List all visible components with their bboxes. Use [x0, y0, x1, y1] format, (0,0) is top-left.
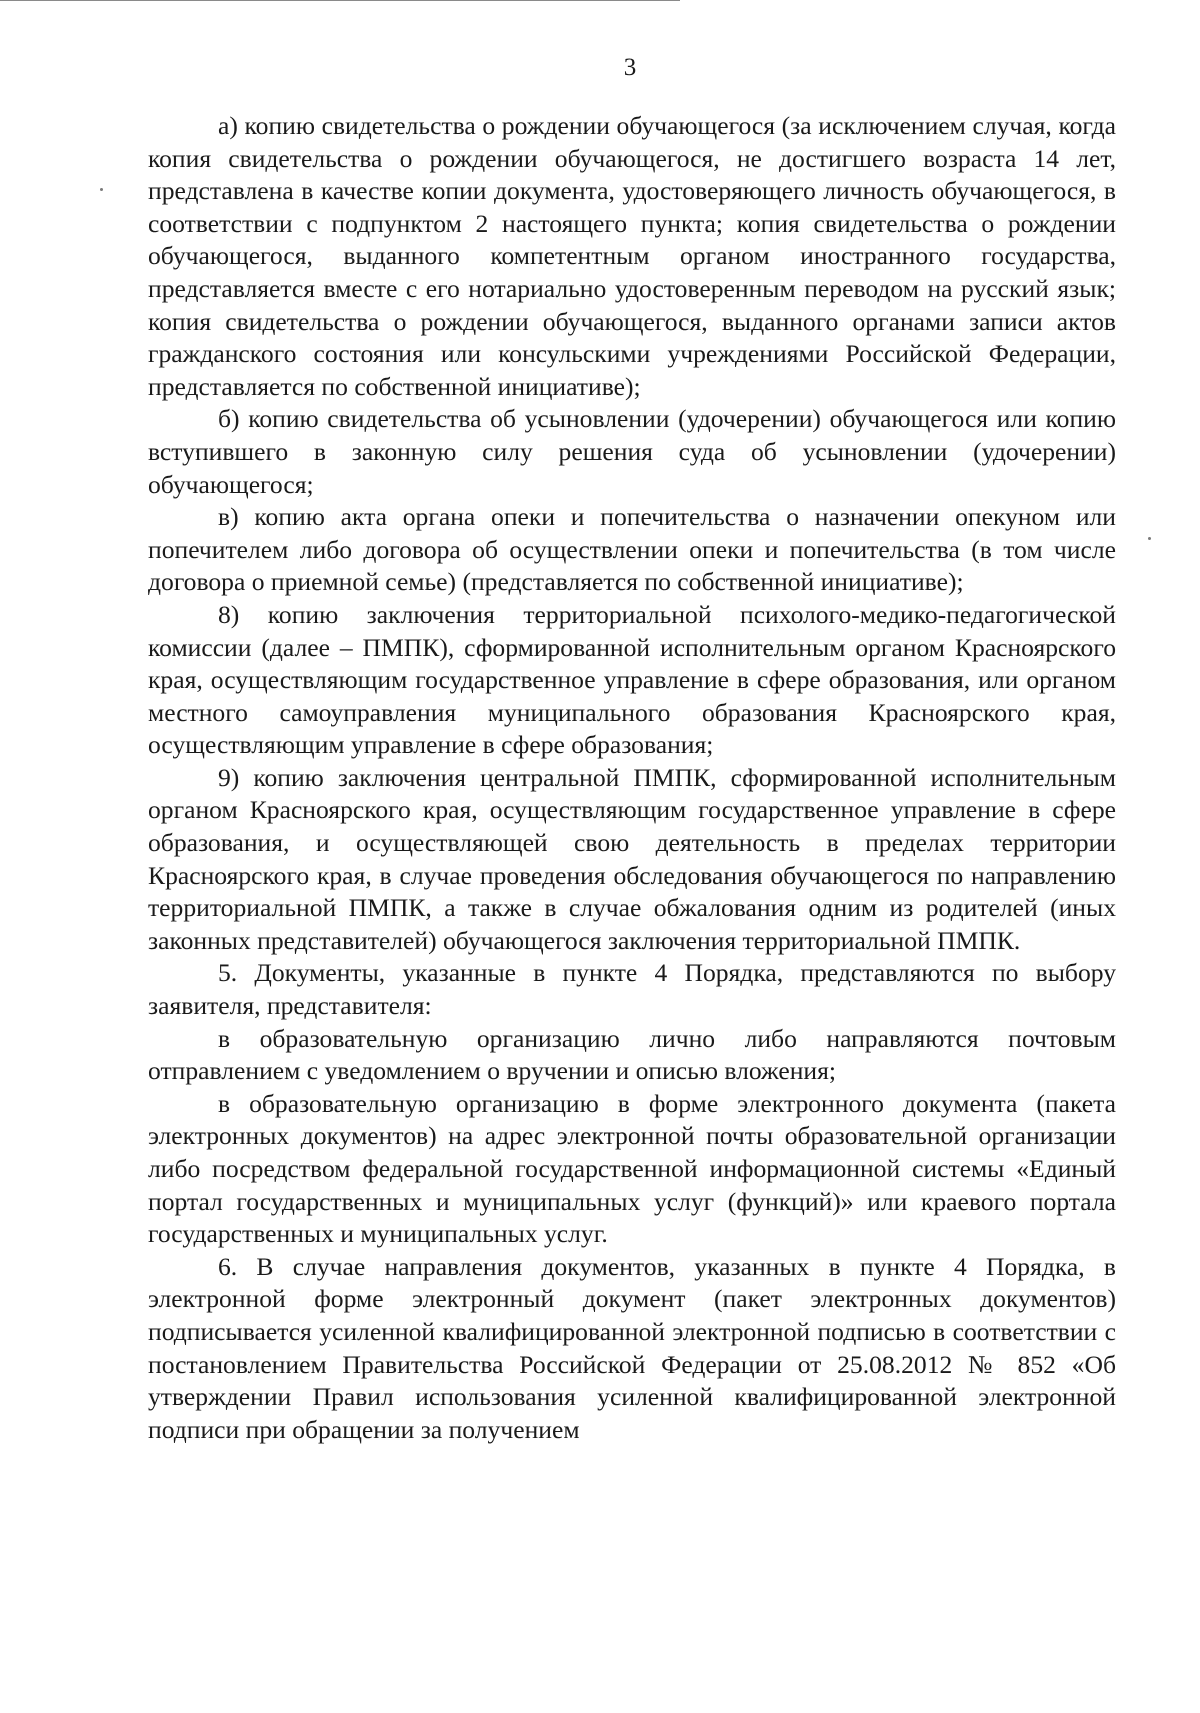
- scan-speck: [1148, 537, 1151, 540]
- paragraph-v-guardianship-act: в) копию акта органа опеки и попечительства о назначении опекуном или попечителем либо договора об осуществлении опеки и попечительства (в том числе договора о приемной семье) (представляется по собственной инициативе);: [148, 502, 1116, 597]
- scan-edge-line: [0, 0, 680, 1]
- clause-5-electronic: в образовательную организацию в форме электронного документа (пакета электронных документов) на адрес электронной почты образовательной организации либо посредством федеральной государственной информационной системы «Единый портал государственных и муниципальных услуг (функций)» или краевого портала государственных и муниципальных услуг.: [148, 1088, 1116, 1249]
- page-number: 3: [623, 54, 637, 81]
- paragraph-b-adoption-certificate: б) копию свидетельства об усыновлении (удочерении) обучающегося или копию вступившего в законную силу решения суда об усыновлении (удочерении) обучающегося;: [148, 404, 1116, 499]
- paragraph-a-birth-certificate: а) копию свидетельства о рождении обучающегося (за исключением случая, когда копия свидетельства о рождении обучающегося, не достигшего возраста 14 лет, представлена в качестве копии документа, удостоверяющего личность обучающегося, в соответствии с подпунктом 2 настоящего пункта; копия свидетельства о рождении обучающегося, выданного компетентным органом иностранного государства, представляется вместе с его нотариально удостоверенным переводом на русский язык; копия свидетельства о рождении обучающегося, выданного органами записи актов гражданского состояния или консульскими учреждениями Российской Федерации, представляется по собственной инициативе);: [148, 111, 1116, 401]
- paragraph-8-territorial-pmpk: 8) копию заключения территориальной психолого-медико-педагогической комиссии (далее – ПМПК), сформированной исполнительным органом Красноярского края, осуществляющим государственное управление в сфере образования, или органом местного самоуправления муниципального образования Красноярского края, осуществляющим управление в сфере образования;: [148, 599, 1116, 760]
- document-body: [148, 110, 1116, 1446]
- clause-5-in-person-or-mail: в образовательную организацию лично либо направляются почтовым отправлением с уведомлением о вручении и описью вложения;: [148, 1023, 1116, 1086]
- paragraph-9-central-pmpk: 9) копию заключения центральной ПМПК, сформированной исполнительным органом Красноярского края, осуществляющим государственное управление в сфере образования, и осуществляющей свою деятельность в пределах территории Красноярского края, в случае проведения обследования обучающегося по направлению территориальной ПМПК, а также в случае обжалования одним из родителей (иных законных представителей) обучающегося заключения территориальной ПМПК.: [148, 762, 1116, 955]
- clause-6-electronic-signature: 6. В случае направления документов, указанных в пункте 4 Порядка, в электронной форме электронный документ (пакет электронных документов) подписывается усиленной квалифицированной электронной подписью в соответствии с постановлением Правительства Российской Федерации от 25.08.2012 № 852 «Об утверждении Правил использования усиленной квалифицированной электронной подписи при обращении за получением: [148, 1251, 1116, 1444]
- scan-speck: [100, 188, 103, 191]
- clause-5-submission: 5. Документы, указанные в пункте 4 Порядка, представляются по выбору заявителя, представителя:: [148, 958, 1116, 1021]
